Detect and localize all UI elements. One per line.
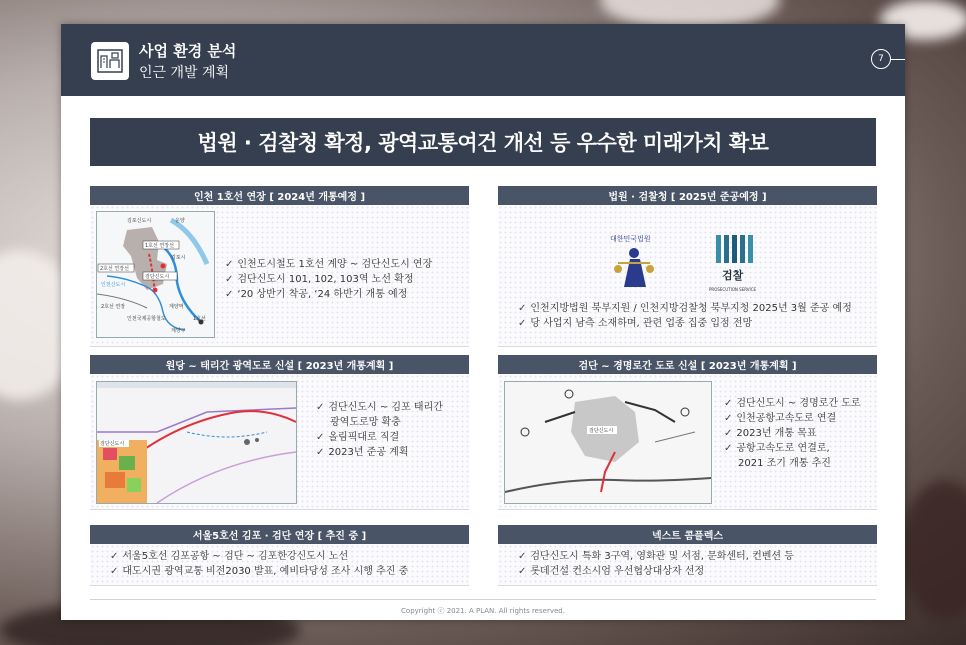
map-label: 김포신도시 [127, 218, 152, 224]
panel-road2 [498, 355, 877, 510]
blueprint-icon [91, 42, 129, 80]
road2-map-image [504, 381, 712, 504]
panel-title: 넥스트 콤플렉스 [498, 525, 877, 544]
check-icon: ✓ [724, 443, 733, 454]
prosecution-logo-sub: PROSECUTION SERVICE [709, 287, 757, 292]
line1-map-image [96, 211, 215, 338]
list-item: ✓ ‘20 상반기 착공, ‘24 하반기 개통 예정 [225, 289, 408, 300]
line5-bullets [110, 549, 408, 579]
list-item: ✓ 인천공항고속도로 연결 [724, 413, 837, 424]
list-item: ✓ 검단신도시 ~ 김포 태리간 [316, 402, 443, 413]
copyright-footer: Copyright ⓒ 2021. A PLAN. All rights reserved. [401, 607, 565, 615]
presentation-slide [61, 24, 905, 620]
map-label: 인천신도시 [101, 282, 126, 288]
check-icon: ✓ [316, 402, 325, 413]
check-icon: ✓ [316, 432, 325, 443]
list-item: ✓ 검단신도시 ~ 경명로간 도로 [724, 398, 861, 409]
map-label: 김포시 [171, 255, 186, 261]
section-title: 사업 환경 분석 [139, 42, 237, 60]
prosecution-logo [708, 231, 768, 297]
panel-complex [498, 525, 877, 586]
check-icon: ✓ [724, 413, 733, 424]
check-icon: ✓ [518, 303, 527, 314]
road2-bullets [724, 396, 861, 471]
map-label: 2호선 연장 [101, 304, 126, 310]
panel-title: 법원 · 검찰청 [ 2025년 준공예정 ] [498, 186, 877, 205]
complex-bullets [518, 549, 794, 579]
check-icon: ✓ [225, 274, 234, 285]
list-item: ✓ 검단신도시 특화 3구역, 영화관 및 서점, 문화센터, 컨벤션 등 [518, 551, 794, 562]
headline-banner: 법원 · 검찰청 확정, 광역교통여건 개선 등 우수한 미래가치 확보 [90, 118, 876, 166]
map-label: 검단신도시 [589, 428, 614, 434]
list-item: ✓ 서울5호선 김포공항 ~ 검단 ~ 김포한강신도시 노선 [110, 551, 349, 562]
check-icon: ✓ [225, 259, 234, 270]
court-logo-text: 대한민국법원 [610, 235, 651, 243]
page-number: 7 [871, 49, 891, 69]
line1-bullets [225, 257, 432, 302]
check-icon: ✓ [724, 428, 733, 439]
prosecution-logo-text: 검찰 [722, 269, 744, 282]
section-subtitle: 인근 개발 계획 [139, 65, 230, 81]
check-icon: ✓ [316, 447, 325, 458]
list-item: ✓ 2023년 개통 목표 [724, 428, 817, 439]
list-item: ✓ 인천도시철도 1호선 계양 ~ 검단신도시 연장 [225, 259, 433, 270]
map-label: 계양구 [171, 328, 186, 334]
map-label: 2호선 연장선 [100, 266, 129, 272]
road1-map-image [96, 381, 297, 504]
road1-bullets [316, 400, 443, 460]
panel-title: 인천 1호선 연장 [ 2024년 개통예정 ] [90, 186, 469, 205]
list-item: ✓ 2023년 준공 계획 [316, 447, 409, 458]
check-icon: ✓ [110, 566, 119, 577]
panel-road1 [90, 355, 469, 510]
list-item: ✓ 공항고속도로 연결로, [724, 443, 830, 454]
panel-title: 서울5호선 김포 · 검단 연장 [ 추진 중 ] [90, 525, 469, 544]
map-label: 검단신도시 [100, 441, 125, 447]
panel-title: 원당 ~ 태리간 광역도로 신설 [ 2023년 개통계획 ] [90, 355, 469, 374]
list-item: 2021 조기 개통 추진 [738, 458, 831, 469]
check-icon: ✓ [518, 318, 527, 329]
court-logo [604, 227, 664, 293]
list-item: ✓ 검단신도시 101, 102, 103역 노선 확정 [225, 274, 414, 285]
page-number-line [891, 59, 905, 60]
list-item: ✓ 롯데건설 컨소시엄 우선협상대상자 선정 [518, 566, 705, 577]
map-label: 검단신도시 [145, 274, 170, 280]
check-icon: ✓ [518, 551, 527, 562]
list-item: ✓ 인천지방법원 북부지원 / 인천지방검찰청 북부지청 2025년 3월 준공 예정 [518, 303, 852, 314]
panel-court [498, 186, 877, 347]
court-bullets [518, 301, 852, 331]
panel-line1 [90, 186, 469, 347]
map-label: 운양 [175, 218, 185, 224]
footer-divider [90, 599, 876, 600]
panel-line5 [90, 525, 469, 586]
check-icon: ✓ [724, 398, 733, 409]
map-label: 인천국제공항철도 [127, 316, 166, 322]
check-icon: ✓ [225, 289, 234, 300]
map-label: 1호선 [193, 316, 206, 322]
background-shadow [900, 480, 966, 620]
list-item: ✓ 올림픽대로 직결 [316, 432, 400, 443]
list-item: ✓ 대도시권 광역교통 비전2030 발표, 예비타당성 조사 시행 추진 중 [110, 566, 409, 577]
map-label: 1호선 연장선 [145, 243, 174, 249]
list-item: ✓ 당 사업지 남측 소재하며, 관련 업종 집중 입점 전망 [518, 318, 753, 329]
slide-header [61, 24, 905, 96]
map-label: 계양역 [169, 304, 184, 310]
list-item: 광역도로망 확충 [330, 417, 401, 428]
panel-title: 검단 ~ 경명로간 도로 신설 [ 2023년 개통계획 ] [498, 355, 877, 374]
check-icon: ✓ [110, 551, 119, 562]
check-icon: ✓ [518, 566, 527, 577]
